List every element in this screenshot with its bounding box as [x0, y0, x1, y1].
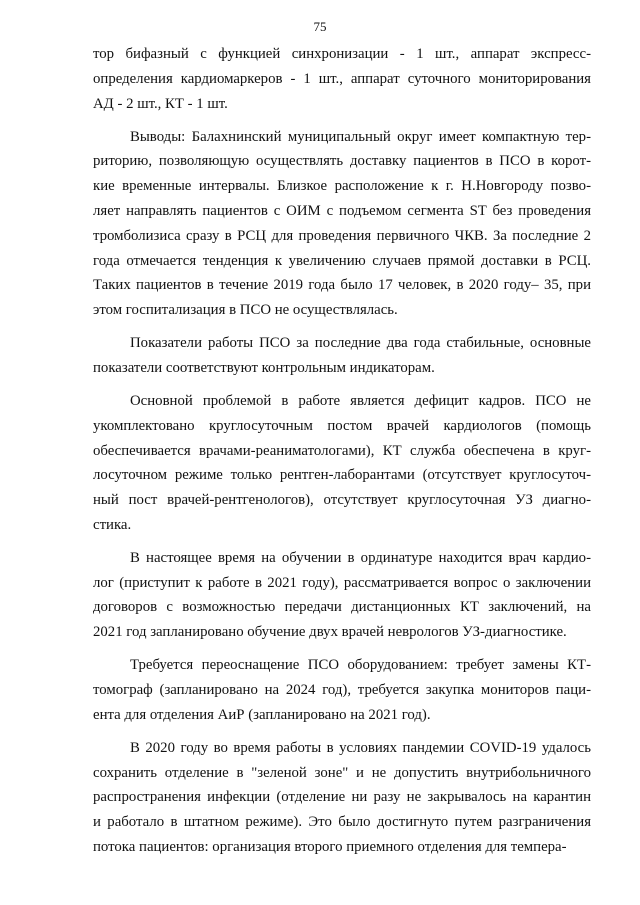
page-number: 75 — [313, 19, 327, 34]
paragraph-2-line: риторию, позволяющую осуществлять доставку пациентов в ПСО в корот- — [93, 153, 591, 170]
paragraph-2-line: Выводы: Балахнинский муниципальный округ имеет компактную тер- — [130, 128, 591, 145]
paragraph-4-line: ный пост врачей-рентгенологов), отсутствует круглосуточная УЗ диагно- — [93, 492, 591, 509]
paragraph-5-line: В настоящее время на обучении в ординатуре находится врач кардио- — [130, 549, 591, 566]
paragraph-5-line: договоров с возможностью передачи дистанционных КТ заключений, на — [93, 599, 591, 616]
paragraph-4-line: укомплектовано круглосуточным постом врачей кардиологов (помощь — [93, 417, 591, 434]
paragraph-7-line: потока пациентов: организация второго приемного отделения для темпера- — [93, 839, 567, 856]
paragraph-5-line: лог (приступит к работе в 2021 году), рассматривается вопрос о заключении — [93, 574, 591, 591]
paragraph-4-line: стика. — [93, 516, 132, 533]
paragraph-2-line: этом госпитализация в ПСО не осуществлялась. — [93, 302, 398, 319]
paragraph-2-line: Таких пациентов в течение 2019 года было 17 человек, в 2020 году– 35, при — [93, 277, 591, 294]
paragraph-3-line: Показатели работы ПСО за последние два года стабильные, основные — [130, 335, 591, 352]
paragraph-6-line: ента для отделения АиР (запланировано на 2021 год). — [93, 706, 431, 723]
paragraph-2-line: кие временные интервалы. Близкое расположение к г. Н.Новгороду позво- — [93, 178, 591, 195]
paragraph-6-line: томограф (запланировано на 2024 год), требуется закупка мониторов паци- — [93, 682, 591, 699]
paragraph-7-line: распространения инфекции (отделение ни разу не закрывалось на карантин — [93, 789, 591, 806]
paragraph-7-line: В 2020 году во время работы в условиях пандемии COVID-19 удалось — [130, 739, 591, 756]
paragraph-7-line: сохранить отделение в "зеленой зоне" и не допустить внутрибольничного — [93, 764, 591, 781]
paragraph-5-line: 2021 год запланировано обучение двух врачей неврологов УЗ-диагностике. — [93, 624, 567, 641]
paragraph-2-line: года отмечается тенденция к увеличению случаев прямой доставки в РСЦ. — [93, 252, 591, 269]
paragraph-6-line: Требуется переоснащение ПСО оборудованием: требует замены КТ- — [130, 657, 591, 674]
paragraph-4-line: Основной проблемой в работе является дефицит кадров. ПСО не — [130, 392, 591, 409]
paragraph-3-line: показатели соответствуют контрольным индикаторам. — [93, 359, 435, 376]
paragraph-1-line: тор бифазный с функцией синхронизации - 1 шт., аппарат экспресс- — [93, 46, 591, 62]
paragraph-1-line: определения кардиомаркеров - 1 шт., аппарат суточного мониторирования — [93, 70, 591, 87]
paragraph-7-line: и работало в штатном режиме). Это было достигнуто путем разграничения — [93, 814, 591, 831]
document-body — [93, 42, 591, 860]
paragraph-1-line: АД - 2 шт., КТ - 1 шт. — [93, 95, 228, 112]
paragraph-2-line: тромболизиса сразу в РСЦ для проведения первичного ЧКВ. За последние 2 — [93, 227, 591, 244]
paragraph-4-line: лосуточном режиме только рентген-лаборантами (отсутствует круглосуточ- — [93, 467, 591, 484]
paragraph-4-line: обеспечивается врачами-реаниматологами), КТ служба обеспечена в круг- — [93, 442, 591, 459]
paragraph-2-line: ляет направлять пациентов с ОИМ с подъемом сегмента ST без проведения — [93, 202, 591, 219]
